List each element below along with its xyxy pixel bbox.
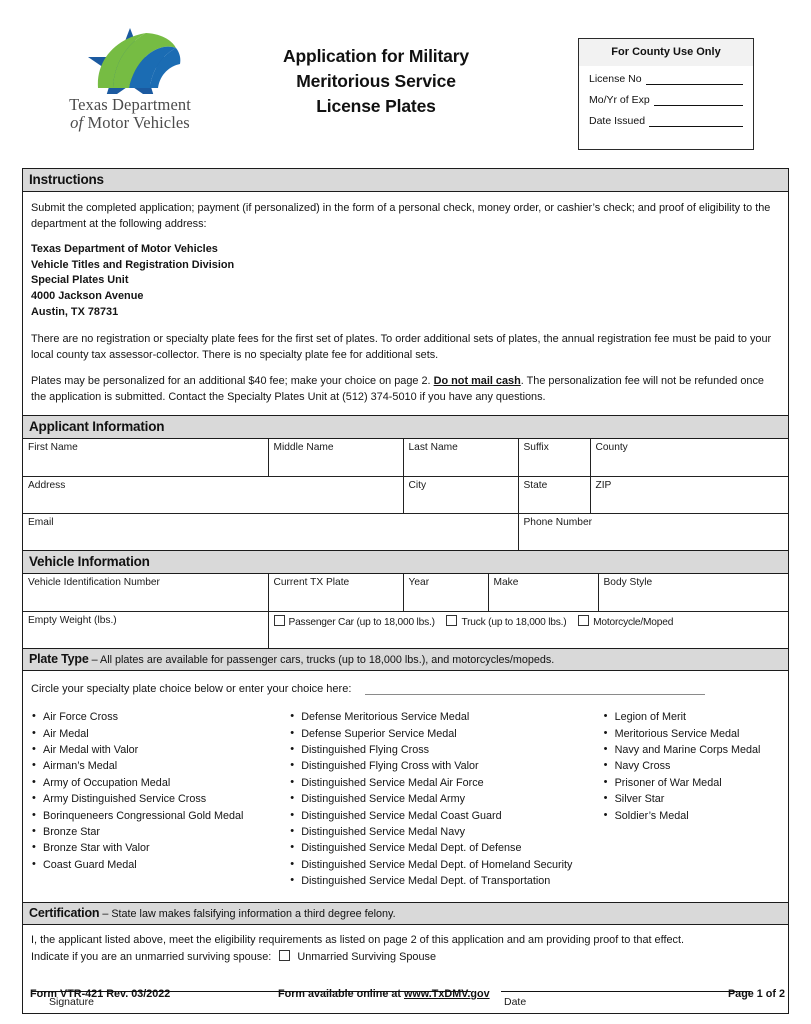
plate-choice-label: Circle your specialty plate choice below or enter your choice here: (31, 683, 352, 696)
plate-option[interactable]: • Defense Superior Service Medal (289, 726, 602, 742)
address-line-2: Vehicle Titles and Registration Division (31, 258, 235, 271)
txdmv-logo (40, 26, 220, 133)
field-county[interactable]: County (590, 439, 788, 476)
field-body-style[interactable]: Body Style (598, 574, 788, 611)
plate-option[interactable]: • Coast Guard Medal (31, 857, 289, 873)
for-county-use-only-box (578, 38, 754, 150)
plate-choice-input[interactable] (365, 683, 705, 695)
do-not-mail-cash-emphasis: Do not mail cash (433, 374, 521, 387)
applicant-information-table (23, 439, 788, 550)
page-title (228, 44, 524, 119)
page-title-line1: Application for Military (283, 46, 469, 66)
field-address[interactable]: Address (23, 476, 403, 513)
checkbox-unmarried-surviving-spouse[interactable] (279, 950, 290, 961)
field-last-name[interactable]: Last Name (403, 439, 518, 476)
certification-body (23, 925, 788, 966)
para3-part-b: . The personalization fee will not be refunded once the application is submitted. Contact the Specialty Plates Unit at (512) 374-5010 if you have any questions. (31, 374, 764, 403)
page-title-line2: Meritorious Service (296, 70, 456, 91)
county-box-title: For County Use Only (579, 39, 753, 66)
plate-options-column-1 (31, 709, 289, 889)
checkbox-truck[interactable] (446, 617, 566, 628)
field-email[interactable]: Email (23, 513, 518, 550)
vehicle-information-table (23, 574, 788, 648)
plate-type-heading-note: – All plates are available for passenger cars, trucks (up to 18,000 lbs.), and motorcycles/mopeds. (88, 654, 555, 667)
certification-statement: I, the applicant listed above, meet the eligibility requirements as listed on page 2 of this application and am providing proof to that effect. (31, 933, 685, 946)
plate-option[interactable]: • Airman’s Medal (31, 758, 289, 774)
field-suffix[interactable]: Suffix (518, 439, 590, 476)
plate-option[interactable]: • Army Distinguished Service Cross (31, 791, 289, 807)
plate-option[interactable]: • Borinqueneers Congressional Gold Medal (31, 808, 289, 824)
section-header-instructions: Instructions (23, 169, 788, 192)
footer-form-id: Form VTR-421 Rev. 03/2022 (30, 988, 171, 1000)
county-field-date-issued (589, 115, 743, 127)
instructions-paragraph-2: There are no registration or specialty plate fees for the first set of plates. To order additional sets of plates, the annual registration fee must be paid to your local county tax assessor-collector. There is no specialty plate fee for additional sets. (31, 332, 772, 362)
page-footer (22, 988, 789, 1000)
footer-page-number: Page 1 of 2 (727, 988, 785, 1000)
plate-option[interactable]: • Army of Occupation Medal (31, 775, 289, 791)
plate-option[interactable]: • Distinguished Flying Cross with Valor (289, 758, 602, 774)
plate-option[interactable]: • Meritorious Service Medal (603, 726, 780, 742)
address-line-3: Special Plates Unit (31, 274, 129, 287)
footer-online-prefix: Form available online at (278, 988, 404, 1000)
checkbox-motorcycle-moped[interactable] (578, 617, 673, 628)
plate-type-body (23, 671, 788, 902)
county-field-mo-yr-exp-label: Mo/Yr of Exp (589, 94, 650, 106)
field-vin[interactable]: Vehicle Identification Number (23, 574, 268, 611)
plate-option[interactable]: • Navy and Marine Corps Medal (603, 742, 780, 758)
vehicle-identity-row (23, 574, 788, 611)
applicant-name-row (23, 439, 788, 476)
instructions-mailing-address (31, 242, 780, 321)
plate-type-heading: Plate Type (29, 652, 89, 667)
applicant-contact-row (23, 513, 788, 550)
address-line-5: Austin, TX 78731 (31, 305, 119, 318)
logo-wordmark-line2: of Motor Vehicles (70, 113, 190, 133)
signature-label: Signature (49, 996, 94, 1009)
instructions-text (23, 192, 788, 416)
checkbox-box-icon[interactable] (274, 615, 285, 626)
date-label: Date (504, 996, 527, 1009)
checkbox-truck-label: Truck (up to 18,000 lbs.) (461, 616, 567, 628)
form-body (22, 168, 789, 1014)
field-first-name[interactable]: First Name (23, 439, 268, 476)
vehicle-type-checkbox-group (268, 611, 788, 648)
field-make[interactable]: Make (488, 574, 598, 611)
plate-option[interactable]: • Distinguished Service Medal Dept. of Homeland Security (289, 857, 602, 873)
plate-options-column-3 (603, 709, 780, 889)
instructions-paragraph-1: Submit the completed application; payment (if personalized) in the form of a personal check, money order, or cashier’s check; and proof of eligibility to the department at the following address: (31, 202, 771, 231)
field-phone-number[interactable]: Phone Number (518, 513, 788, 550)
checkbox-unmarried-surviving-spouse-label: Unmarried Surviving Spouse (297, 950, 437, 963)
checkbox-box-icon[interactable] (446, 615, 457, 626)
para3-part-a: Plates may be personalized for an additional $40 fee; make your choice on page 2. (31, 374, 434, 387)
plate-choice-entry (31, 683, 780, 695)
plate-options-columns (31, 709, 780, 889)
page-title-line3: License Plates (316, 95, 436, 116)
footer-online-availability (278, 988, 679, 1000)
checkbox-passenger-car-label: Passenger Car (up to 18,000 lbs.) (288, 616, 435, 628)
county-field-mo-yr-exp-input[interactable] (654, 95, 743, 106)
plate-option[interactable]: • Bronze Star with Valor (31, 840, 289, 856)
county-field-license-no-input[interactable] (646, 74, 743, 85)
certification-heading: Certification (29, 905, 100, 920)
section-header-vehicle-information: Vehicle Information (23, 550, 788, 574)
section-header-certification (23, 903, 788, 925)
checkbox-motorcycle-moped-label: Motorcycle/Moped (593, 616, 674, 628)
plate-option[interactable]: • Distinguished Service Medal Air Force (289, 775, 602, 791)
field-state[interactable]: State (518, 476, 590, 513)
field-middle-name[interactable]: Middle Name (268, 439, 403, 476)
applicant-address-row (23, 476, 788, 513)
plate-option[interactable]: • Air Medal with Valor (31, 742, 289, 758)
instructions-paragraph-3 (31, 373, 780, 406)
county-field-mo-yr-exp (589, 94, 743, 106)
unmarried-surviving-spouse-row (31, 949, 780, 966)
page-header (0, 0, 811, 158)
field-zip[interactable]: ZIP (590, 476, 788, 513)
field-current-tx-plate[interactable]: Current TX Plate (268, 574, 403, 611)
plate-option[interactable]: • Distinguished Service Medal Dept. of Defense (289, 840, 602, 856)
txdmv-star-swoosh-icon (40, 26, 220, 94)
plate-option[interactable]: • Distinguished Service Medal Navy (289, 824, 602, 840)
plate-option[interactable]: • Prisoner of War Medal (603, 775, 780, 791)
field-empty-weight[interactable]: Empty Weight (lbs.) (23, 611, 268, 648)
plate-option[interactable]: • Soldier’s Medal (603, 808, 780, 824)
checkbox-box-icon[interactable] (578, 615, 589, 626)
plate-options-column-2 (289, 709, 602, 889)
logo-wordmark-line1: Texas Department (69, 95, 191, 114)
vehicle-weight-type-row (23, 611, 788, 648)
field-city[interactable]: City (403, 476, 518, 513)
txdmv-website-link[interactable]: www.TxDMV.gov (404, 988, 490, 1000)
spouse-prompt-label: Indicate if you are an unmarried surviving spouse: (31, 950, 272, 963)
logo-wordmark (40, 96, 220, 133)
county-field-date-issued-label: Date Issued (589, 115, 646, 127)
plate-option[interactable]: • Bronze Star (31, 824, 289, 840)
section-header-plate-type (23, 648, 788, 671)
plate-option[interactable]: • Air Force Cross (31, 709, 289, 725)
plate-option[interactable]: • Distinguished Service Medal Army (289, 791, 602, 807)
plate-option[interactable]: • Distinguished Flying Cross (289, 742, 602, 758)
plate-option[interactable]: • Defense Meritorious Service Medal (289, 709, 602, 725)
county-field-license-no (589, 73, 743, 85)
county-field-license-no-label: License No (589, 73, 642, 85)
address-line-4: 4000 Jackson Avenue (31, 290, 144, 303)
checkbox-passenger-car[interactable] (274, 617, 435, 628)
section-header-applicant-information: Applicant Information (23, 416, 788, 439)
plate-option[interactable]: • Distinguished Service Medal Dept. of Transportation (289, 873, 602, 889)
county-field-date-issued-input[interactable] (649, 116, 743, 127)
plate-option[interactable]: • Navy Cross (603, 758, 780, 774)
plate-option[interactable]: • Silver Star (603, 791, 780, 807)
field-year[interactable]: Year (403, 574, 488, 611)
plate-option[interactable]: • Legion of Merit (603, 709, 780, 725)
plate-option[interactable]: • Air Medal (31, 726, 289, 742)
certification-heading-note: – State law makes falsifying information a third degree felony. (99, 907, 396, 920)
address-line-1: Texas Department of Motor Vehicles (31, 242, 218, 255)
plate-option[interactable]: • Distinguished Service Medal Coast Guard (289, 808, 602, 824)
